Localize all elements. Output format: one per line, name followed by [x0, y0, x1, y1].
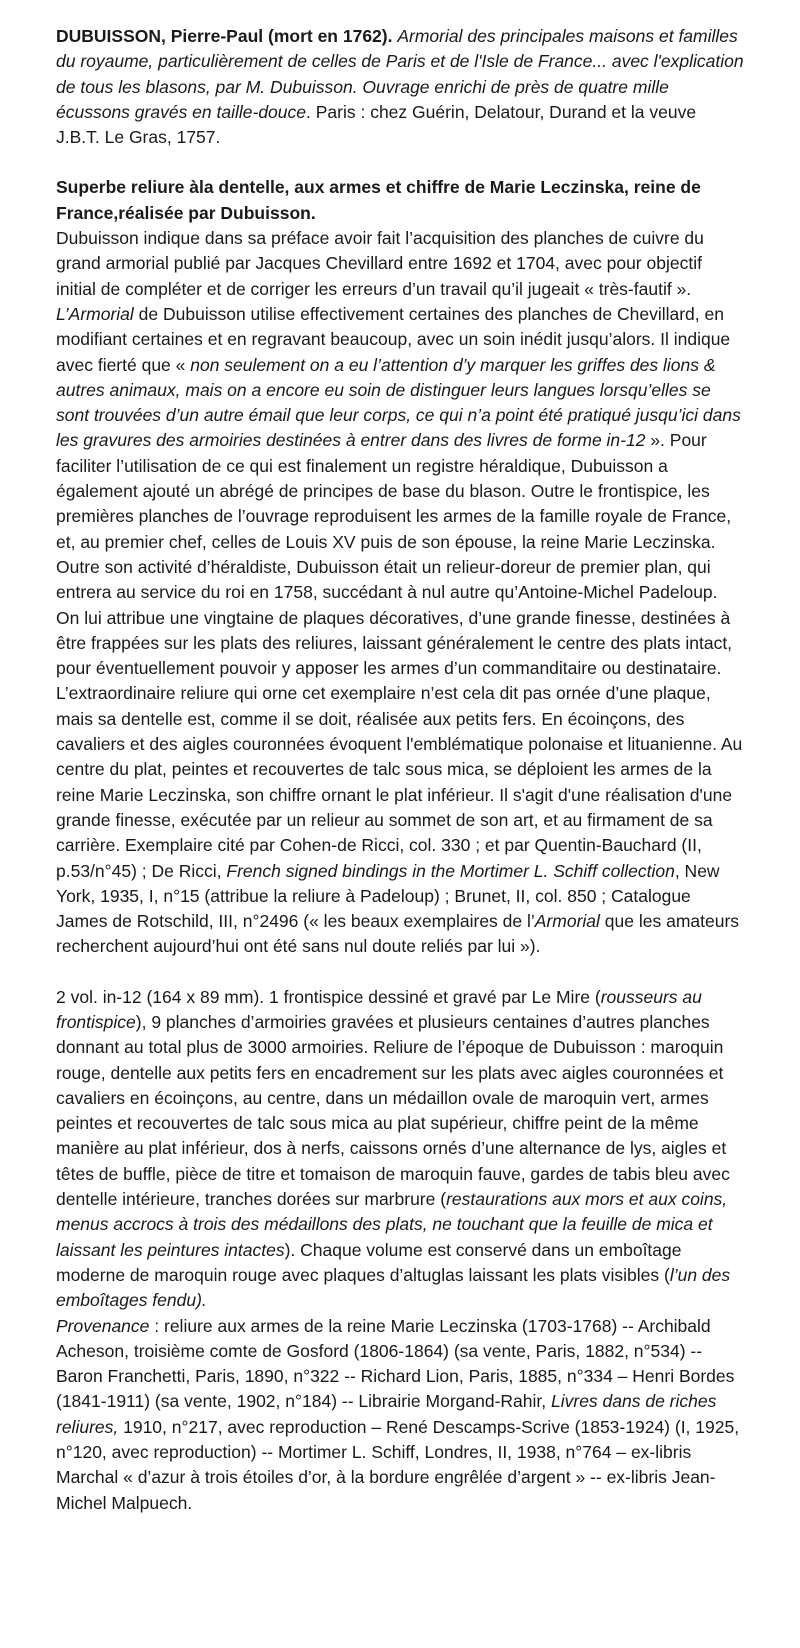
headline: Superbe reliure àla dentelle, aux armes et chiffre de Marie Leczinska, reine de France,réalisée par Dubuisson.	[56, 177, 701, 223]
author-name: DUBUISSON, Pierre-Paul (mort en 1762).	[56, 26, 393, 46]
spacer	[56, 960, 744, 985]
spacer	[56, 150, 744, 175]
provenance: Provenance : reliure aux armes de la reine Marie Leczinska (1703-1768) -- Archibald Acheson, troisième comte de Gosford (1806-1864) (sa vente, Paris, 1882, n°534) -- Baron Franchetti, Paris, 1890, n°322 -- Richard Lion, Paris, 1885, n°334 – Henri Bordes (1841-1911) (sa vente, 1902, n°184) -- Librairie Morgand-Rahir, Livres dans de riches reliures, 1910, n°217, avec reproduction – René Descamps-Scrive (1853-1924) (I, 1925, n°120, avec reproduction) -- Mortimer L. Schiff, Londres, II, 1938, n°764 – ex-libris Marchal « d’azur à trois étoiles d’or, à la bordure engrêlée d’argent » -- ex-libris Jean-Michel Malpuech.	[56, 1315, 740, 1513]
citation	[56, 24, 744, 150]
imprint: . Paris : chez Guérin, Delatour, Durand et la veuve J.B.T. Le Gras, 1757.	[56, 101, 697, 148]
paragraph-relieur: Outre son activité d’héraldiste, Dubuisson était un relieur-doreur de premier plan, qui entrera au service du roi en 1758, succédant à nul autre qu’Antoine-Michel Padeloup. On lui attribue une vingtaine de plaques décoratives, d’une grande finesse, destinées à être frappées sur les plats des reliures, laissant généralement le centre des plats intact, pour éventuellement pouvoir y apposer les armes d’un commanditaire ou destinataire.	[56, 556, 733, 679]
physical-description: 2 vol. in-12 (164 x 89 mm). 1 frontispice dessiné et gravé par Le Mire (rousseurs au frontispice), 9 planches d’armoiries gravées et plusieurs centaines d’autres planches donnant au total plus de 3000 armoiries. Reliure de l’époque de Dubuisson : maroquin rouge, dentelle aux petits fers en encadrement sur les plats avec aigles couronnées et cavaliers en écoinçons, au centre, dans un médaillon ovale de maroquin vert, armes peintes et recouvertes de talc sous mica au plat supérieur, chiffre peint de la même manière au plat inférieur, dos à nerfs, caissons ornés d’une alternance de lys, aigles et têtes de buffle, pièce de titre et tomaison de maroquin fauve, gardes de tabis bleu avec dentelle intérieure, tranches dorées sur marbrure (restaurations aux mors et aux coins, menus accrocs à trois des médaillons des plats, ne touchant que la feuille de mica et laissant les peintures intactes). Chaque volume est conservé dans un emboîtage moderne de maroquin rouge avec plaques d’altuglas laissant les plats visibles (l’un des emboîtages fendu).	[56, 986, 731, 1311]
provenance-label: Provenance	[56, 1315, 150, 1336]
paragraph-preface: Dubuisson indique dans sa préface avoir fait l’acquisition des planches de cuivre du grand armorial publié par Jacques Chevillard entre 1692 et 1704, avec pour objectif initial de compléter et de corriger les erreurs d’un travail qu’il jugeait « très-fautif ». L’Armorial de Dubuisson utilise effectivement certaines des planches de Chevillard, en modifiant certaines et en regravant beaucoup, avec un soin inédit jusqu’alors. Il indique avec fierté que « non seulement on a eu l’attention d’y marquer les griffes des lions & autres animaux, mais on a encore eu soin de distinguer leurs langues lorsqu’elles se sont trouvées d’un autre émail que leur corps, ce qui n’a point été pratiqué jusqu’ici dans les gravures des armoiries destinées à entrer dans des livres de forme in-12 ». Pour faciliter l’utilisation de ce qui est finalement un registre héraldique, Dubuisson a également ajouté un abrégé de principes de base du blason. Outre le frontispice, les premières planches de l’ouvrage reproduisent les armes de la famille royale de France, et, au premier chef, celles de Louis XV puis de son épouse, la reine Marie Leczinska.	[56, 228, 741, 552]
paragraph-reliure: L’extraordinaire reliure qui orne cet exemplaire n’est cela dit pas ornée d’une plaque, mais sa dentelle est, comme il se doit, réalisée aux petits fers. En écoinçons, des cavaliers et des aigles couronnées évoquent l'emblématique polonaise et lituanienne. Au centre du plat, peintes et recouvertes de talc sous mica, se déploient les armes de la reine Marie Leczinska, son chiffre ornant le plat inférieur. Il s'agit d'une réalisation d'une grande finesse, exécutée par un relieur au sommet de son art, et au firmament de sa carrière. Exemplaire cité par Cohen-de Ricci, col. 330 ; et par Quentin-Bauchard (II, p.53/n°45) ; De Ricci, French signed bindings in the Mortimer L. Schiff collection, New York, 1935, I, n°15 (attribue la reliure à Padeloup) ; Brunet, II, col. 850 ; Catalogue James de Rotschild, III, n°2496 (« les beaux exemplaires de l’Armorial que les amateurs recherchent aujourd’hui ont été sans nul doute reliés par lui »).	[56, 683, 743, 957]
book-title: Armorial des principales maisons et familles du royaume, particulièrement de celles de Paris et de l'Isle de France... avec l'explication de tous les blasons, par M. Dubuisson. Ouvrage enrichi de près de quatre mille écussons gravés en taille-douce	[56, 26, 744, 122]
